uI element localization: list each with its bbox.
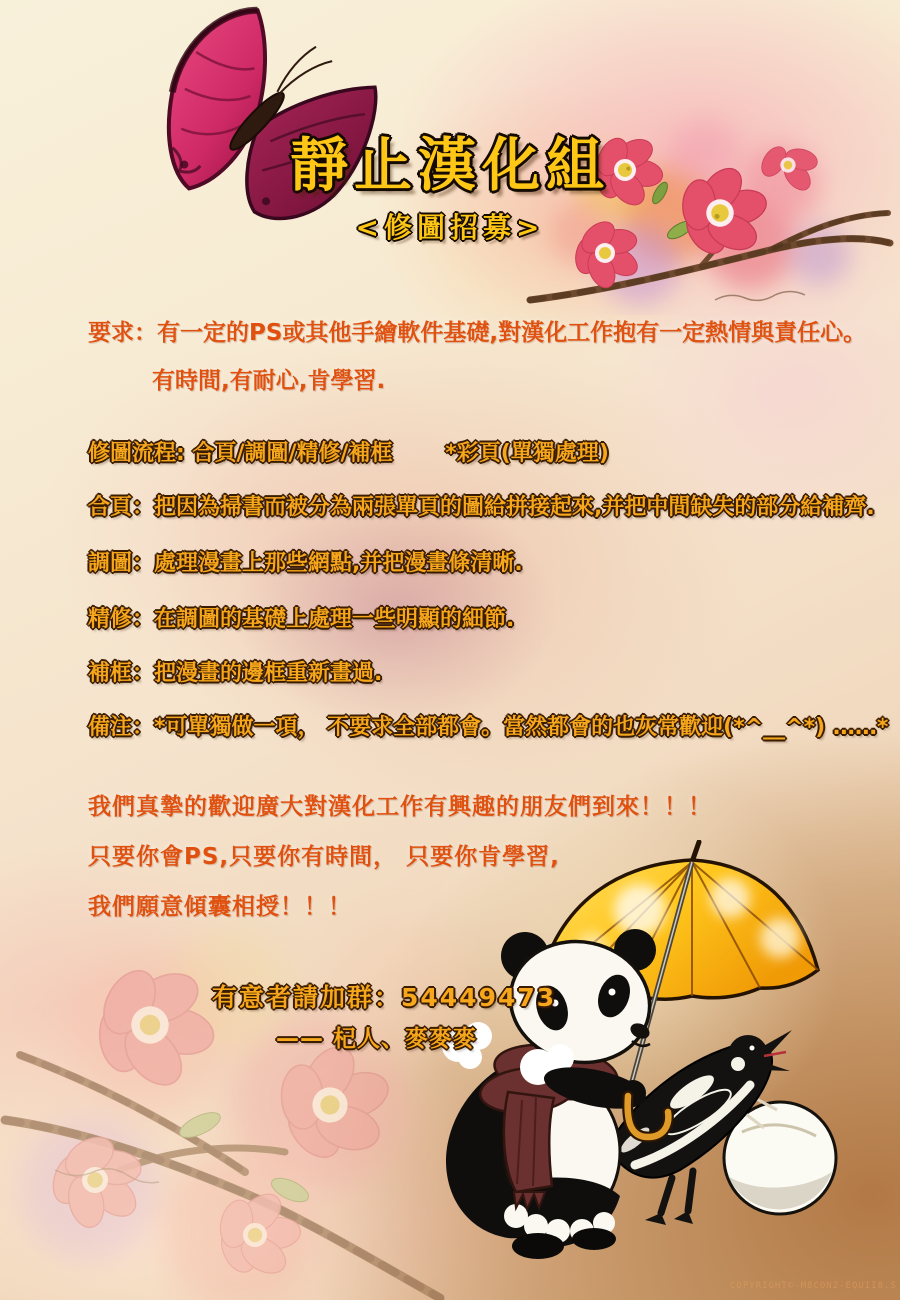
step-label: 合頁： [88,495,155,520]
step-text: 把因為掃書而被分為兩張單頁的圖給拼接起來,并把中間缺失的部分給補齊. [154,495,875,520]
requirement-line-1 [88,314,878,347]
blossom-branch-bottom-left-art [0,870,480,1300]
watermark: COPYRIGHT©-M8CON2-EQUII8.S [730,1281,897,1291]
step-text: 處理漫畫上那些網點,并把漫畫條清晰. [154,551,523,576]
step-row-beizhu [88,710,889,741]
step-row-bukuang [88,656,878,687]
requirement-line-2: 有時間,有耐心,肯學習. [152,368,386,394]
step-label: 精修： [88,607,155,632]
mascot-art [430,840,900,1260]
step-row-heye [88,490,878,521]
artist-signature-squiggle [715,292,805,301]
workflow-steps: 合頁/調圖/精修/補框 [192,441,393,466]
step-text: 在調圖的基礎上處理一些明顯的細節. [154,607,515,632]
mascot-illustration [430,840,900,1260]
welcome-line-3: 我們願意傾囊相授！！！ [88,894,352,920]
signature-line: —— 杞人、麥麥麥 [276,1026,478,1052]
step-label: 備注： [88,715,155,740]
welcome-line-1: 我們真摯的歡迎廣大對漢化工作有興趣的朋友們到來！！！ [88,794,712,820]
requirement-label: 要求： [88,320,157,346]
requirement-text-1: 有一定的PS或其他手繪軟件基礎,對漢化工作抱有一定熱情與責任心。 [157,320,867,346]
step-label: 調圖： [88,551,155,576]
blossom-branch-bottom-left [0,870,480,1300]
contact-line: 有意者請加群：54449473 [212,983,557,1012]
poster-title: 靜止漢化組 [289,131,610,199]
workflow-line [88,436,609,467]
poster-subtitle: <修圖招募> [355,211,545,244]
step-label: 補框： [88,661,155,686]
workflow-note: *彩頁(單獨處理) [445,441,609,466]
workflow-label: 修圖流程: [88,441,185,466]
step-row-tiaotu [88,546,878,577]
step-text: 把漫畫的邊框重新畫過. [154,661,383,686]
step-row-jingxiu [88,602,878,633]
step-text: *可單獨做一項， 不要求全部都會。當然都會的也灰常歡迎(*^__^*) ……* [154,715,889,740]
welcome-line-2: 只要你會PS,只要你有時間， 只要你肯學習, [88,844,560,870]
